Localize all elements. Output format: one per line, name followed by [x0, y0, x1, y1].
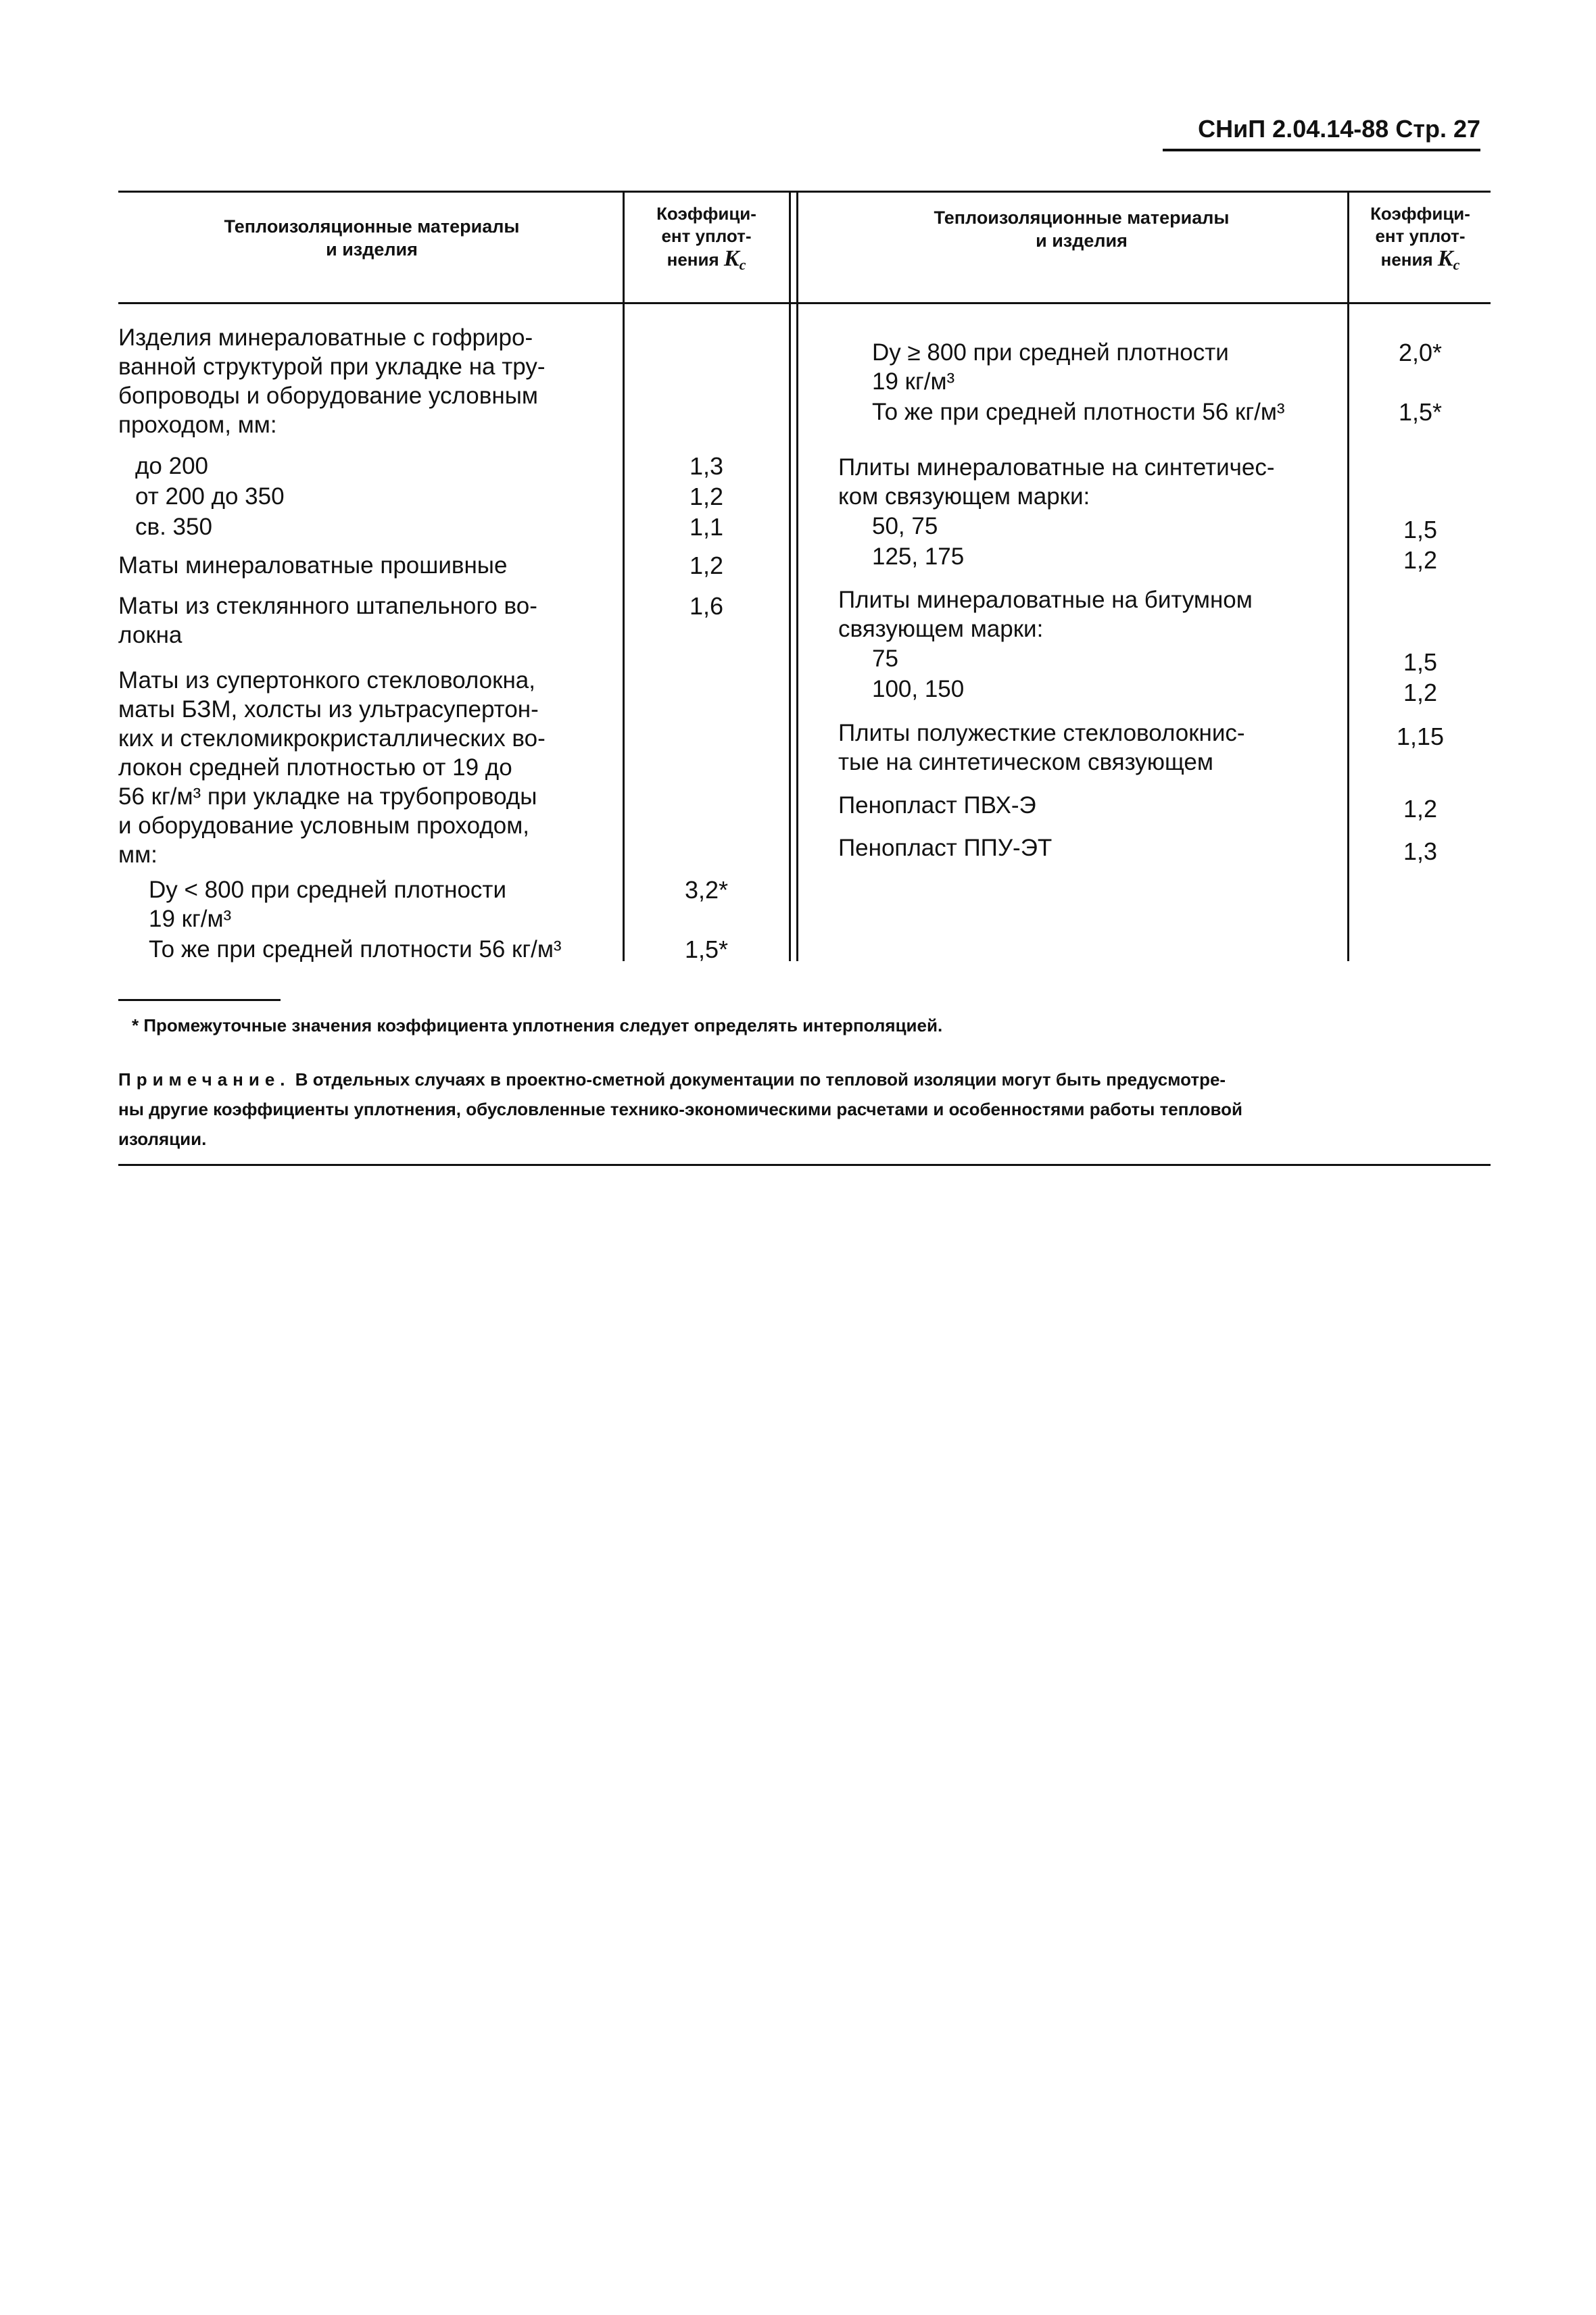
row-semirigid-slabs: Плиты полужесткие стекловолокнис- тые на синтетическом связующем: [838, 720, 1245, 775]
header-materials-right: Теплоизоляционные материалы и изделия: [934, 208, 1230, 251]
row-dy-ge-800: Dу ≥ 800 при средней плотности 19 кг/м³: [872, 339, 1229, 395]
value-same-56-left: 1,5*: [684, 935, 729, 963]
value-over-350: 1,1: [689, 513, 724, 541]
row-same-56-right: То же при средней плотности 56 кг/м³: [872, 399, 1285, 425]
col-divider-double-b: [796, 191, 798, 961]
row-dy-less-800: Dу < 800 при средней плотности 19 кг/м³: [149, 877, 506, 932]
header-coef-left: Коэффици- ент уплот- нения $K_c$: [656, 203, 756, 274]
row-up-to-200: до 200: [135, 453, 209, 479]
page-header: СНиП 2.04.14-88 Стр. 27: [1163, 115, 1480, 151]
row-synthetic-binder-slabs: Плиты минераловатные на синтетичес- ком связующем марки:: [838, 454, 1275, 510]
note-label: Примечание.: [118, 1069, 291, 1090]
bottom-rule: [118, 1164, 1491, 1166]
header-materials-left: Теплоизоляционные материалы и изделия: [224, 216, 520, 260]
table-top-rule: [118, 191, 1491, 193]
header-coef-right: Коэффици- ент уплот- нения $K_c$: [1370, 203, 1470, 274]
value-200-350: 1,2: [689, 483, 724, 510]
row-ppu-foam: Пенопласт ППУ-ЭТ: [838, 835, 1053, 861]
row-over-350: св. 350: [135, 514, 212, 540]
row-corrugated-products: Изделия минераловатные с гофриро- ванной структурой при укладке на тру- бопроводы и оборудование условным проходом, мм:: [118, 324, 546, 438]
row-grade-100-150: 100, 150: [872, 676, 965, 702]
value-dy-less-800: 3,2*: [684, 876, 729, 904]
value-pvc-foam: 1,2: [1403, 795, 1438, 823]
value-dy-ge-800: 2,0*: [1398, 339, 1443, 366]
value-glass-staple-mats: 1,6: [689, 592, 724, 620]
value-semirigid-slabs: 1,15: [1396, 723, 1445, 750]
row-200-350: от 200 до 350: [135, 483, 285, 510]
value-up-to-200: 1,3: [689, 452, 724, 480]
value-grade-100-150: 1,2: [1403, 679, 1438, 706]
row-bitumen-binder-slabs: Плиты минераловатные на битумном связующем марки:: [838, 587, 1253, 642]
row-pvc-foam: Пенопласт ПВХ-Э: [838, 792, 1036, 819]
value-stitched-mats: 1,2: [689, 552, 724, 579]
row-grade-75: 75: [872, 645, 898, 672]
footnote: * Промежуточные значения коэффициента уплотнения следует определять интерполяцией.: [132, 1015, 943, 1035]
row-same-56-left: То же при средней плотности 56 кг/м³: [149, 936, 562, 962]
value-grade-50-75: 1,5: [1403, 516, 1438, 543]
col-divider-left: [623, 191, 625, 961]
value-ppu-foam: 1,3: [1403, 837, 1438, 865]
value-grade-125-175: 1,2: [1403, 546, 1438, 574]
value-grade-75: 1,5: [1403, 648, 1438, 676]
row-grade-50-75: 50, 75: [872, 513, 938, 539]
table-header-rule: [118, 302, 1491, 304]
footnote-rule: [118, 999, 281, 1001]
value-same-56-right: 1,5*: [1398, 398, 1443, 426]
note: Примечание. В отдельных случаях в проектно-сметной документации по тепловой изоляции могут быть предусмотре- ны другие коэффициенты уплотнения, обусловленные технико-экономическими расчетами и особенностями работы тепловой изоляции.: [118, 1069, 1243, 1149]
col-divider-double-a: [789, 191, 791, 961]
row-grade-125-175: 125, 175: [872, 543, 965, 570]
row-stitched-mats: Маты минераловатные прошивные: [118, 552, 508, 579]
row-superthin-mats: Маты из супертонкого стекловолокна, маты БЗМ, холсты из ультрасупертон- ких и стекломикрокристаллических во- локон средней плотностью от 19 до 56 кг/м³ при укладке на трубопроводы и оборудование условным проходом, мм:: [118, 667, 546, 868]
row-glass-staple-mats: Маты из стеклянного штапельного во- локна: [118, 593, 537, 648]
